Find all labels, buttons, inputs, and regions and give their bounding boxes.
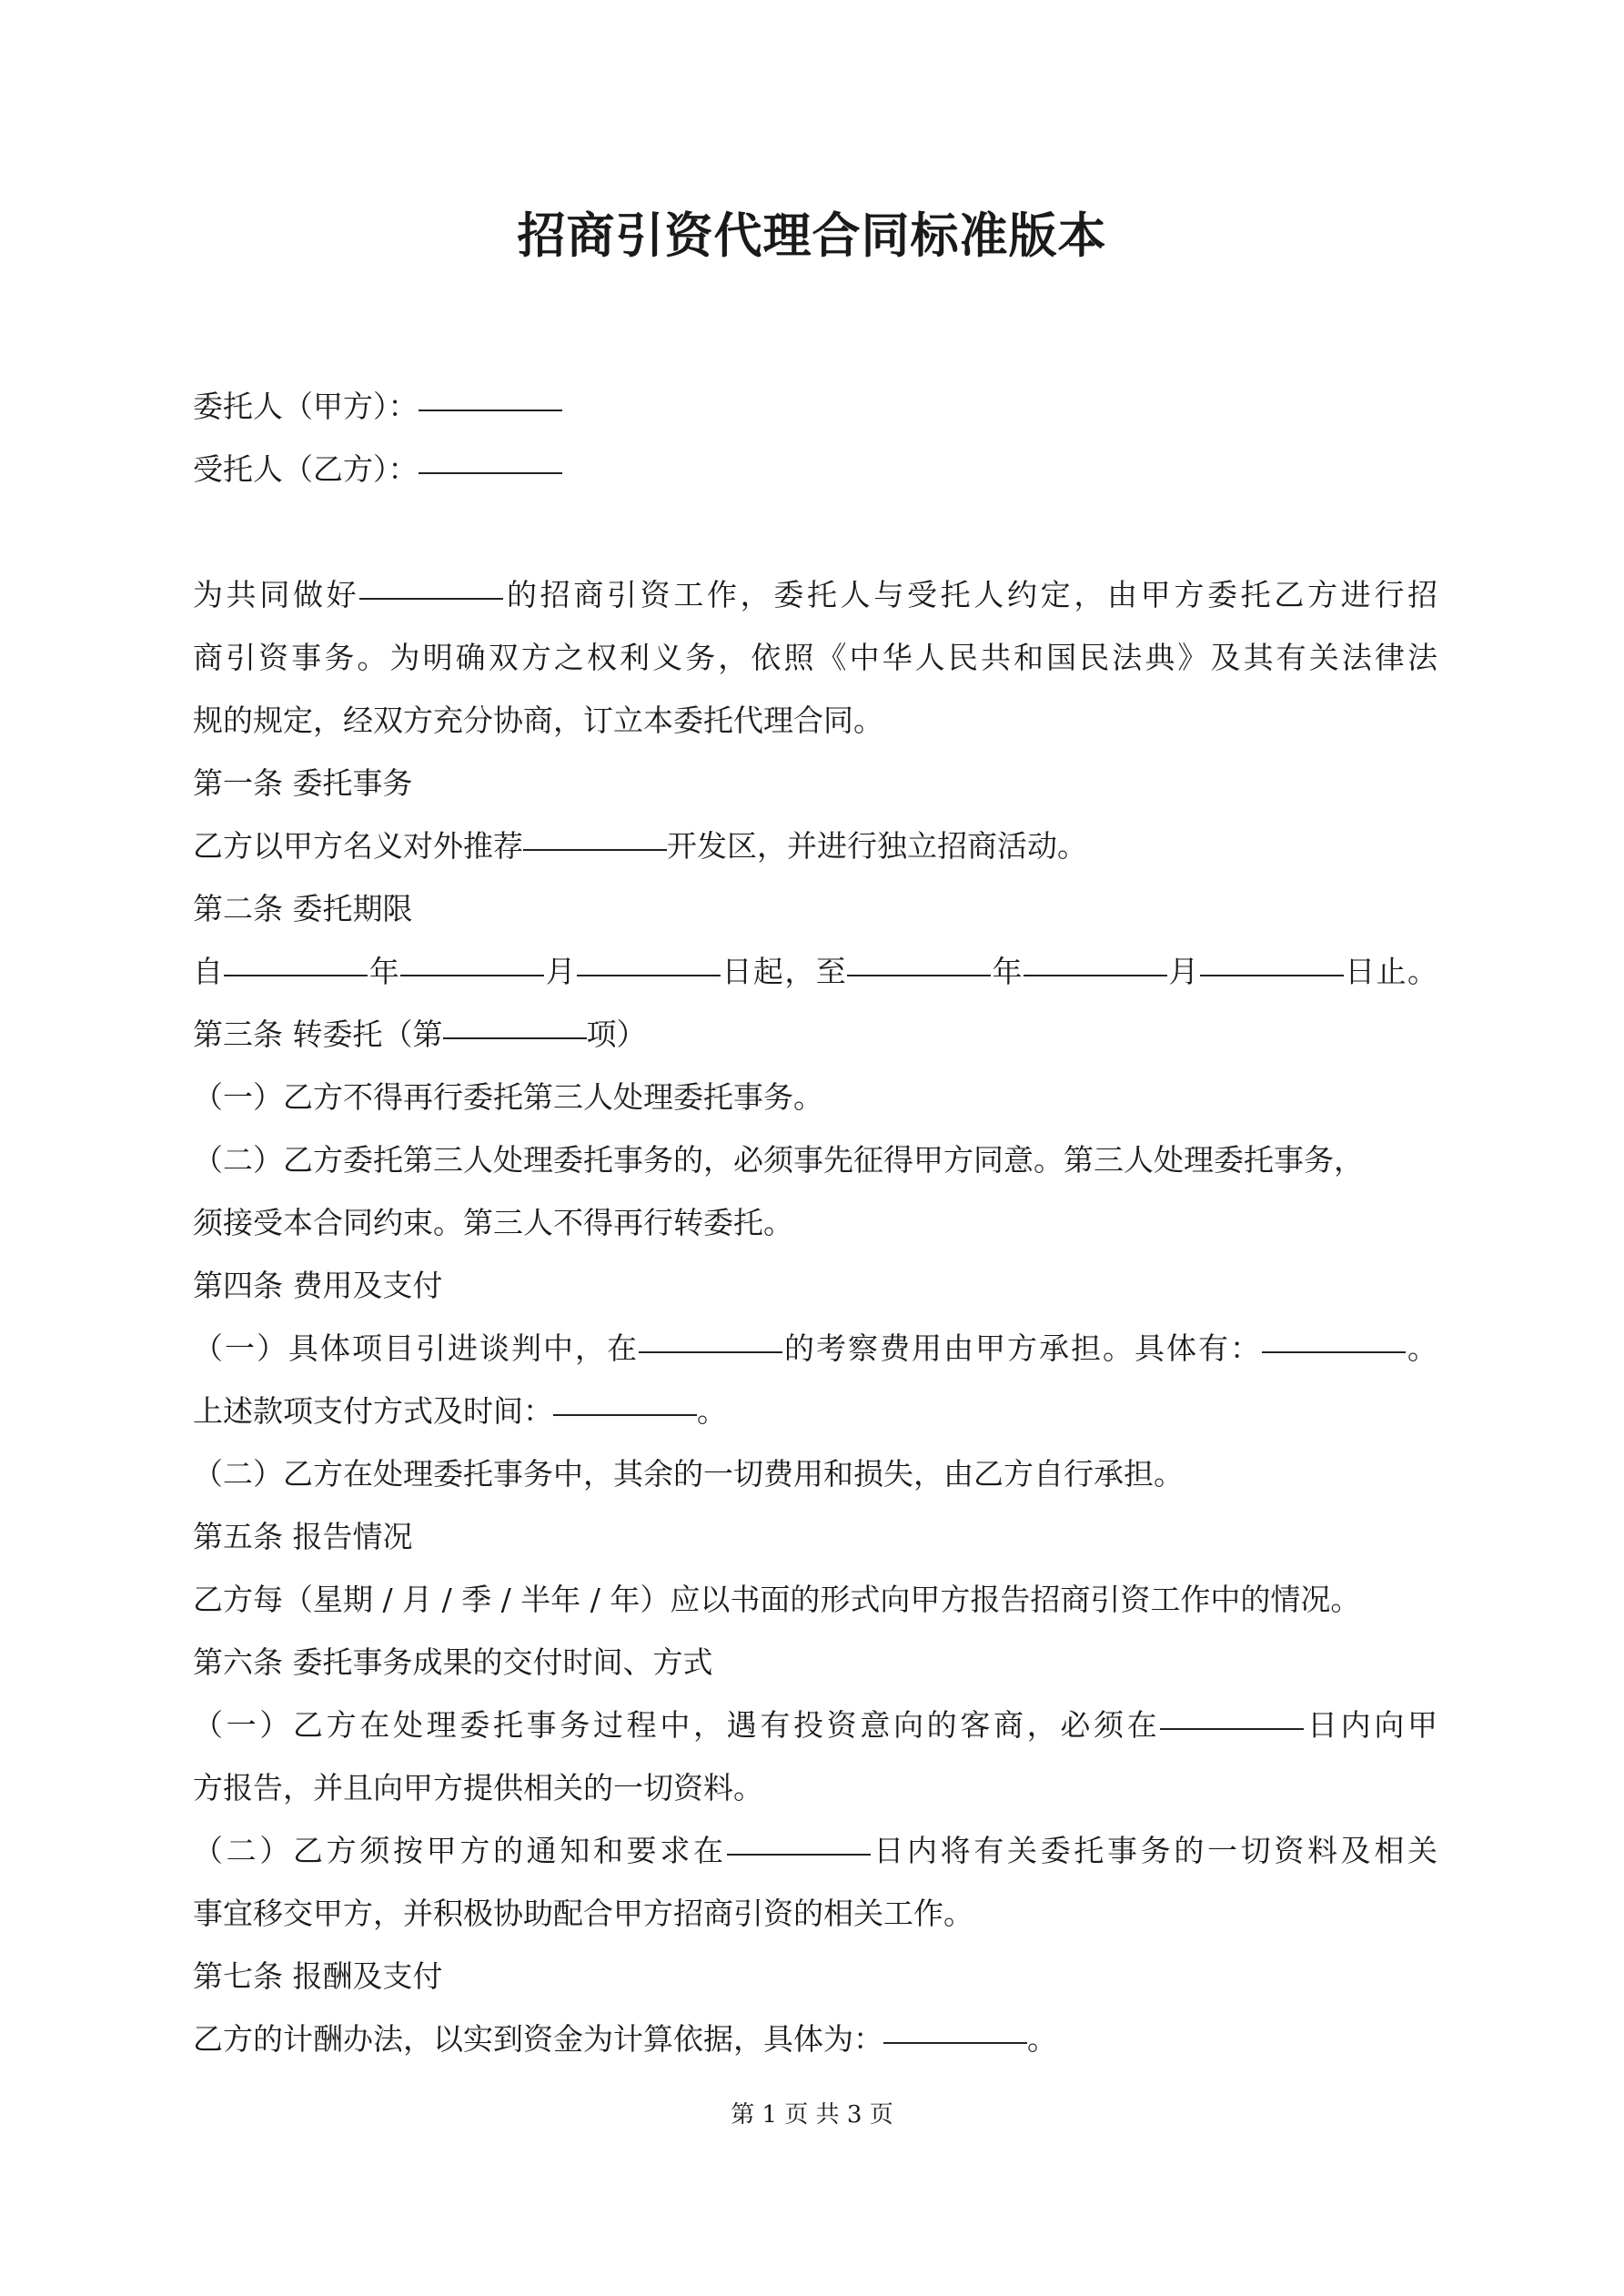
period-text: 日止。 xyxy=(1343,954,1438,989)
article-4-text: 。 xyxy=(697,1393,727,1429)
item-number-blank xyxy=(443,1034,587,1039)
client-party-label: 委托人（甲方）： xyxy=(193,389,419,424)
article-7-text-a: 乙方的计酬办法，以实到资金为计算依据，具体为： xyxy=(193,2021,883,2057)
article-4-text: （一）具体项目引进谈判中，在 xyxy=(193,1330,639,1366)
period-text: 日起，至 xyxy=(721,954,848,989)
client-name-blank xyxy=(419,406,562,411)
remuneration-blank xyxy=(883,2038,1027,2044)
expense-detail-blank xyxy=(1262,1348,1406,1353)
article-4-item-2: （二）乙方在处理委托事务中，其余的一切费用和损失，由乙方自行承担。 xyxy=(193,1456,1184,1492)
article-4-heading: 第四条 费用及支付 xyxy=(193,1268,443,1303)
article-3-item-1: （一）乙方不得再行委托第三人处理委托事务。 xyxy=(193,1079,823,1115)
article-1-text-a: 乙方以甲方名义对外推荐 xyxy=(193,828,523,864)
preamble-text: 的招商引资工作，委托人与受托人约定，由甲方委托乙方进行招 xyxy=(503,577,1438,612)
preamble-text: 为共同做好 xyxy=(193,577,360,612)
article-3-heading-a: 第三条 转委托（第 xyxy=(193,1017,443,1052)
agent-party-label: 受托人（乙方）： xyxy=(193,451,419,487)
article-7-text xyxy=(193,2008,1437,2070)
article-6-item-2-line-2: 事宜移交甲方，并积极协助配合甲方招商引资的相关工作。 xyxy=(193,1896,973,1931)
article-4-text: 。 xyxy=(1406,1330,1437,1366)
article-3-heading-b: 项） xyxy=(586,1017,647,1052)
article-6-item-2-line-1 xyxy=(193,1819,1437,1882)
article-3-heading xyxy=(193,1003,1437,1066)
article-4-text: 上述款项支付方式及时间： xyxy=(193,1393,553,1429)
period-text: 年 xyxy=(991,954,1024,989)
preamble-line-3: 规的规定，经双方充分协商，订立本委托代理合同。 xyxy=(193,703,883,738)
report-days-blank xyxy=(1160,1725,1304,1730)
article-1-heading: 第一条 委托事务 xyxy=(193,765,413,801)
article-2-period xyxy=(193,940,1437,1003)
article-4-item-1-line-1 xyxy=(193,1317,1437,1380)
article-6-text: 日内将有关委托事务的一切资料及相关 xyxy=(870,1833,1438,1868)
end-month-blank xyxy=(1024,971,1167,976)
article-6-text: （二）乙方须按甲方的通知和要求在 xyxy=(193,1833,727,1868)
agent-name-blank xyxy=(419,469,562,474)
period-text: 月 xyxy=(1166,954,1200,989)
article-3-item-2-line-1: （二）乙方委托第三人处理委托事务的，必须事先征得甲方同意。第三人处理委托事务， xyxy=(193,1142,1364,1178)
preamble-line-1 xyxy=(193,563,1437,626)
agent-party-line xyxy=(193,438,1437,501)
article-6-text: 日内向甲 xyxy=(1304,1707,1438,1743)
development-zone-blank xyxy=(523,845,667,851)
article-4-item-1-line-2 xyxy=(193,1380,1437,1442)
article-6-item-1-line-2: 方报告，并且向甲方提供相关的一切资料。 xyxy=(193,1770,763,1805)
article-5-heading: 第五条 报告情况 xyxy=(193,1519,413,1554)
start-year-blank xyxy=(224,971,368,976)
period-text: 年 xyxy=(368,954,401,989)
article-6-heading: 第六条 委托事务成果的交付时间、方式 xyxy=(193,1644,713,1680)
project-blank xyxy=(359,594,503,600)
article-5-text: 乙方每（星期 / 月 / 季 / 半年 / 年）应以书面的形式向甲方报告招商引资工作中的情况。 xyxy=(193,1582,1361,1617)
article-4-text: 的考察费用由甲方承担。具体有： xyxy=(782,1330,1262,1366)
inspection-scope-blank xyxy=(639,1348,782,1353)
article-1-text xyxy=(193,814,1437,877)
contract-body xyxy=(193,375,1437,2070)
period-text: 月 xyxy=(544,954,578,989)
article-7-heading: 第七条 报酬及支付 xyxy=(193,1958,443,1994)
start-day-blank xyxy=(577,971,721,976)
end-day-blank xyxy=(1200,971,1344,976)
document-title: 招商引资代理合同标准版本 xyxy=(517,207,1107,264)
page-number-footer: 第 1 页 共 3 页 xyxy=(731,2101,893,2129)
article-7-text-b: 。 xyxy=(1027,2021,1057,2057)
end-year-blank xyxy=(847,971,991,976)
payment-method-blank xyxy=(553,1411,697,1416)
preamble-line-2: 商引资事务。为明确双方之权利义务，依照《中华人民共和国民法典》及其有关法律法 xyxy=(193,640,1437,675)
spacer xyxy=(193,501,1437,563)
article-1-text-b: 开发区，并进行独立招商活动。 xyxy=(667,828,1087,864)
article-3-item-2-line-2: 须接受本合同约束。第三人不得再行转委托。 xyxy=(193,1205,793,1240)
article-2-heading: 第二条 委托期限 xyxy=(193,891,413,926)
period-text: 自 xyxy=(193,954,225,989)
article-6-text: （一）乙方在处理委托事务过程中，遇有投资意向的客商，必须在 xyxy=(193,1707,1161,1743)
article-6-item-1-line-1 xyxy=(193,1694,1437,1756)
start-month-blank xyxy=(400,971,544,976)
handover-days-blank xyxy=(727,1850,871,1856)
client-party-line xyxy=(193,375,1437,438)
